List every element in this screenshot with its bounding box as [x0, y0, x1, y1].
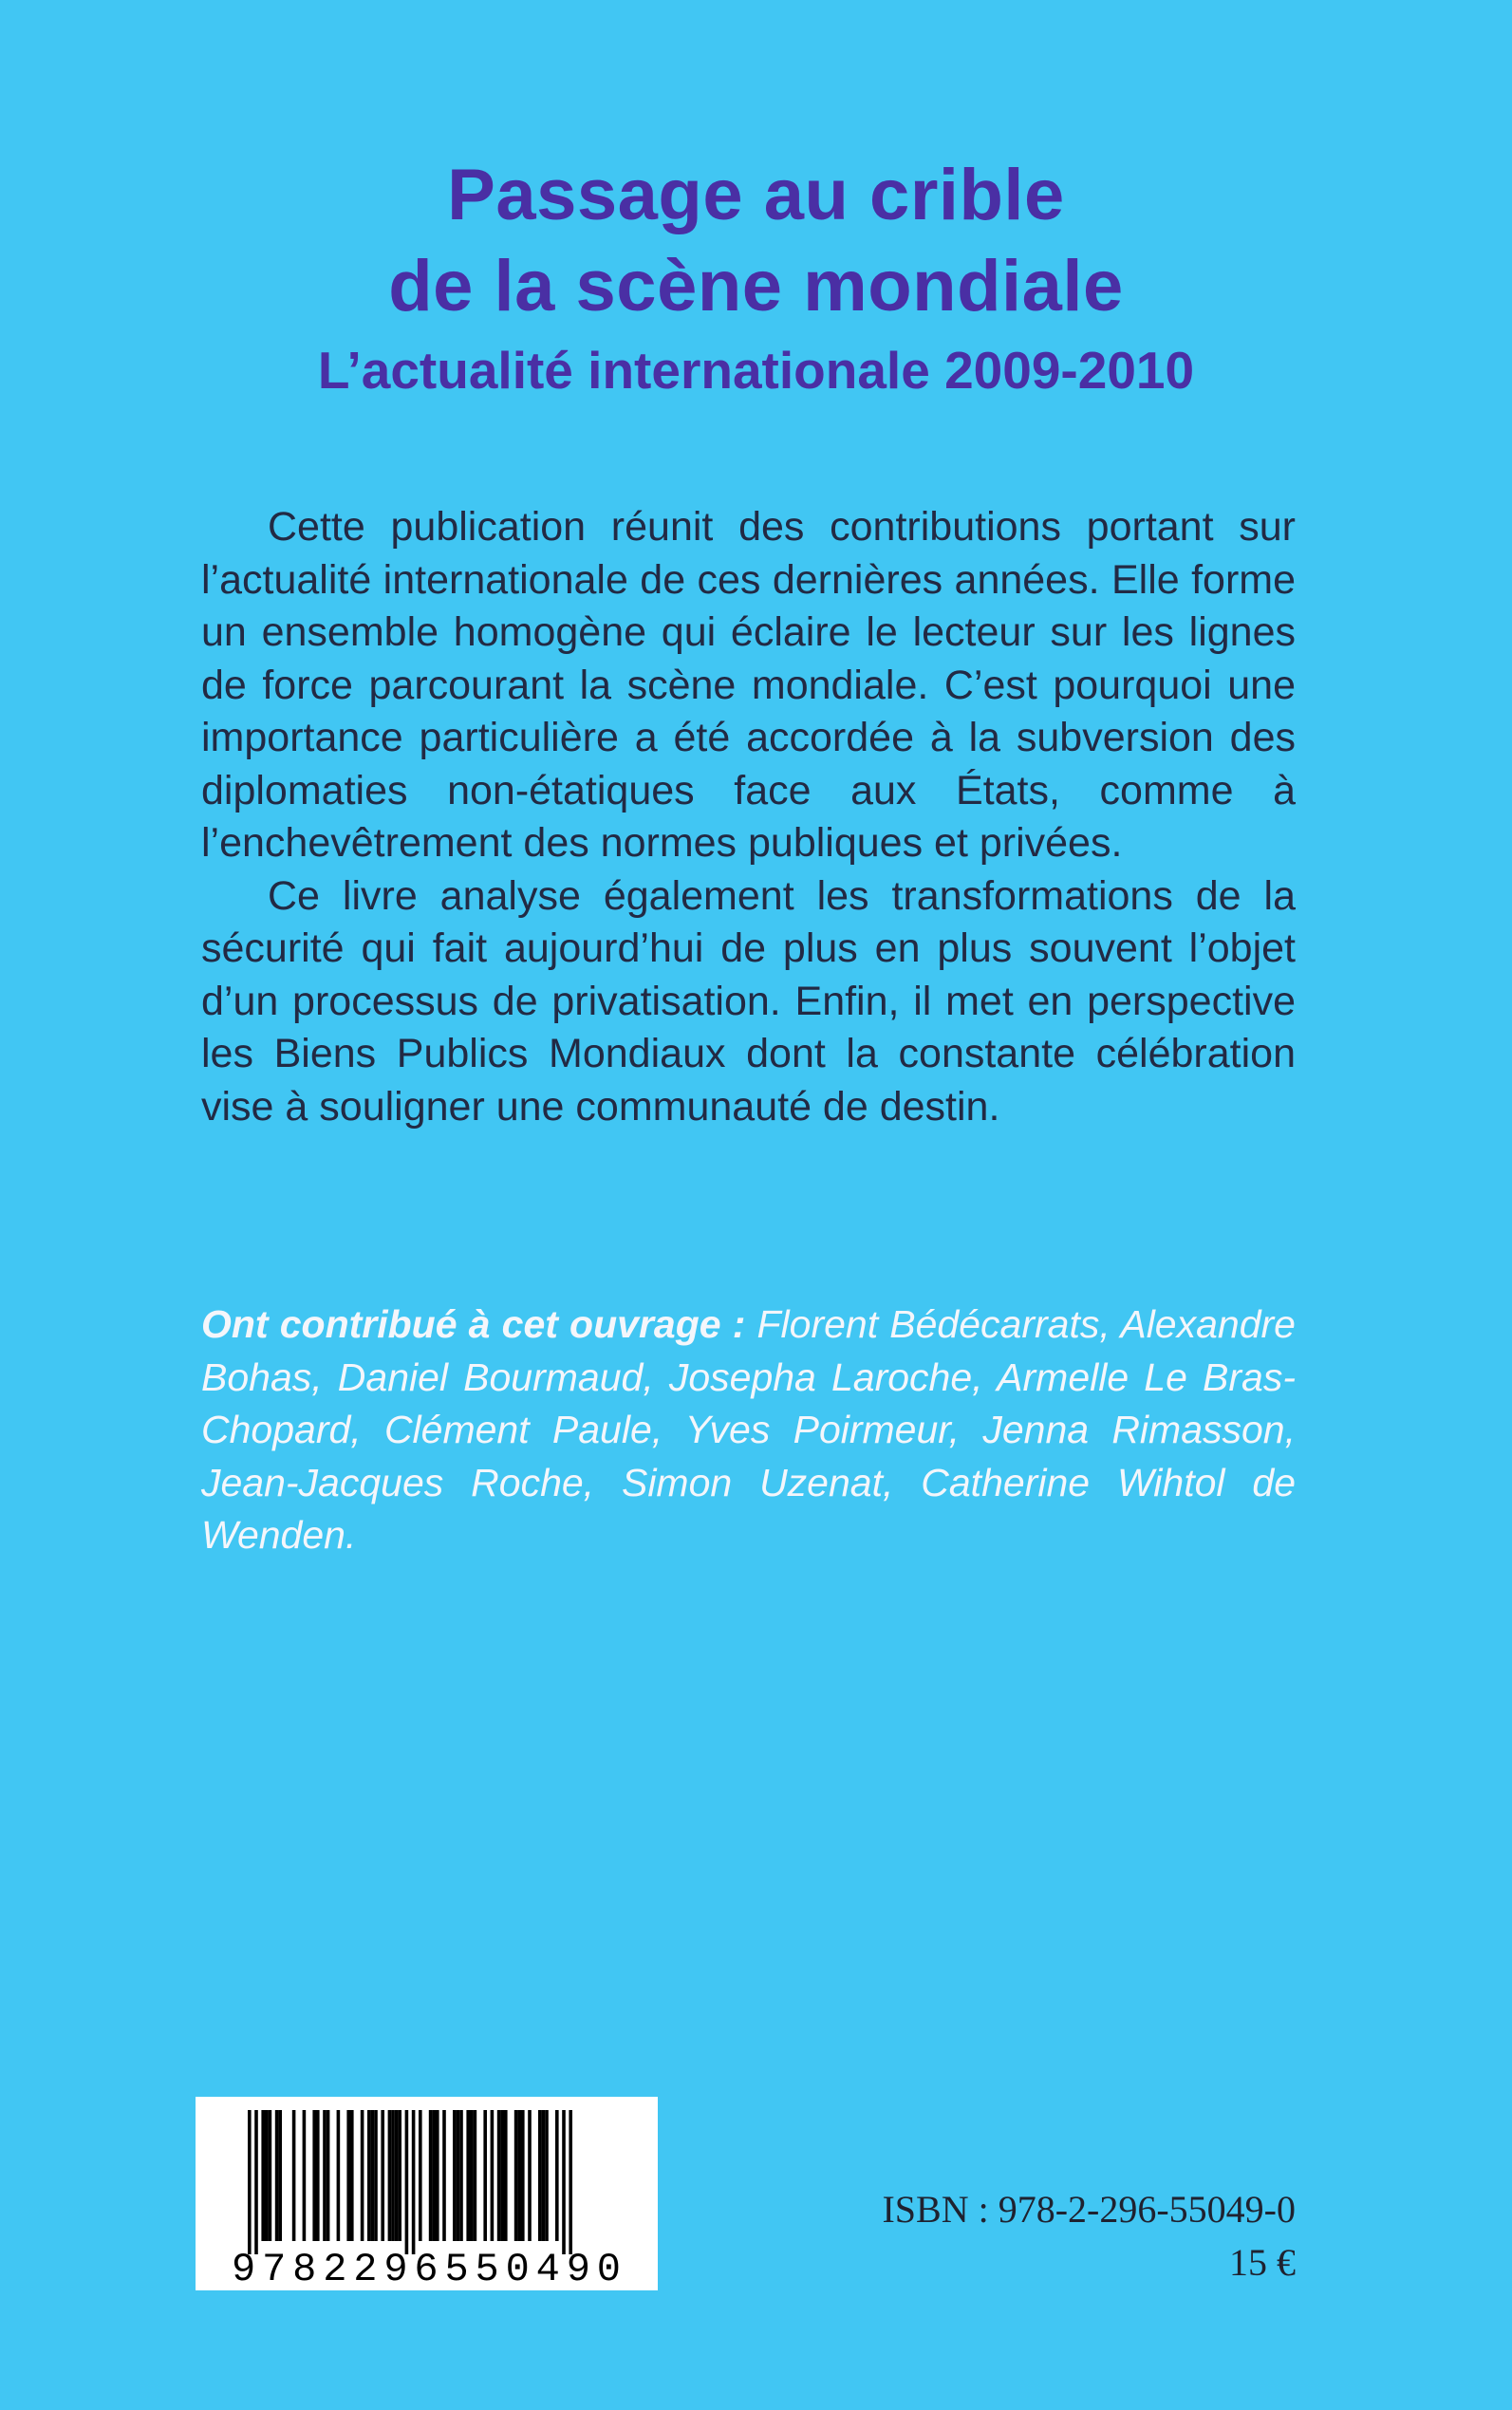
barcode-bar [545, 2110, 549, 2241]
price: 15 € [1229, 2241, 1296, 2284]
barcode-bar [346, 2110, 350, 2241]
barcode-bar [398, 2110, 401, 2241]
barcode-bar [436, 2110, 439, 2241]
barcode-bar [361, 2110, 364, 2241]
barcode-bar [459, 2110, 463, 2241]
book-title-line-1: Passage au crible [447, 155, 1065, 235]
barcode-bar [466, 2110, 470, 2241]
barcode-bar [323, 2110, 327, 2241]
barcode-bar [278, 2110, 282, 2241]
barcode-bar [528, 2110, 532, 2241]
barcode-bar [569, 2110, 572, 2254]
barcode-bar [327, 2110, 330, 2241]
barcode-bar [555, 2110, 559, 2241]
barcode-bar [350, 2110, 354, 2241]
barcode-bar [269, 2110, 272, 2241]
barcode-bar [457, 2110, 460, 2241]
contributors-names: Florent Bédécarrats, Alexandre Bohas, Daniel Bourmaud, Josepha Laroche, Armelle Le Bras-Chopard, Clément Paule, Yves Poirmeur, Jenna Rimasson, Jean-Jacques Roche, Simon Uzenat, Catherine Wihtol de Wenden. [201, 1302, 1296, 1557]
barcode-bar [500, 2110, 504, 2241]
barcode-bar [538, 2110, 542, 2241]
summary-paragraph-2: Ce livre analyse également les transformations de la sécurité qui fait aujourd’hui de plus en plus souvent l’objet d’un processus de privatisation. Enfin, il met en perspective les Biens Publics Mondiaux dont la constante célébration vise à souligner une communauté de destin. [201, 872, 1296, 1130]
barcode-bar [483, 2110, 487, 2241]
barcode-bar [442, 2110, 446, 2241]
barcode-bar [254, 2110, 258, 2254]
summary-paragraph-1: Cette publication réunit des contributions portant sur l’actualité internationale de ces dernières années. Elle forme un ensemble homogène qui éclaire le lecteur sur les lignes de force parcourant la scène mondiale. C’est pourquoi une importance particulière a été accordée à la subversion des diplomaties non-étatiques face aux États, comme à l’enchevêtrement des normes publiques et privées. [201, 504, 1296, 866]
barcode-bar [491, 2110, 495, 2241]
barcode-bar [391, 2110, 395, 2241]
barcode-bar [316, 2110, 320, 2241]
barcode-bar [405, 2110, 409, 2254]
barcode-bar [337, 2110, 341, 2241]
barcode-bar [371, 2110, 375, 2241]
barcode-bar [542, 2110, 546, 2241]
isbn: ISBN : 978-2-296-55049-0 [882, 2188, 1296, 2231]
barcode-bar [374, 2110, 378, 2241]
barcode-bar [521, 2110, 525, 2241]
barcode-bar [470, 2110, 474, 2241]
book-subtitle: L’actualité internationale 2009-2010 [317, 341, 1195, 400]
barcode-bar [261, 2110, 265, 2241]
barcode-bar [312, 2110, 316, 2241]
barcode-bar [303, 2110, 307, 2241]
barcode-bar [453, 2110, 457, 2241]
barcode-digits: 9782296550490 [232, 2247, 621, 2290]
barcode-bar [474, 2110, 477, 2241]
barcode-bar [432, 2110, 436, 2241]
barcode-bar [562, 2110, 566, 2254]
barcode-bar [429, 2110, 433, 2241]
barcode-bar [275, 2110, 279, 2241]
barcode-bar [292, 2110, 296, 2241]
barcode-bar [412, 2110, 416, 2254]
barcode-bar [517, 2110, 521, 2241]
barcode-bar [504, 2110, 508, 2241]
barcode-bar [248, 2110, 252, 2254]
contributors-block [201, 1298, 1296, 1562]
barcode-bar [419, 2110, 422, 2241]
barcode-bar [388, 2110, 392, 2241]
barcode-graphic [196, 2097, 658, 2290]
barcode-bar [265, 2110, 269, 2241]
barcode-bar [395, 2110, 399, 2241]
barcode-bar [497, 2110, 501, 2241]
barcode-bar [514, 2110, 518, 2241]
contributors-lead: Ont contribué à cet ouvrage : [201, 1302, 746, 1346]
barcode-bar [367, 2110, 371, 2241]
barcode-bar [381, 2110, 384, 2241]
barcode [196, 2097, 658, 2290]
summary-text [201, 501, 1296, 1133]
book-title-line-2: de la scène mondiale [388, 246, 1124, 327]
title-block [0, 150, 1512, 408]
